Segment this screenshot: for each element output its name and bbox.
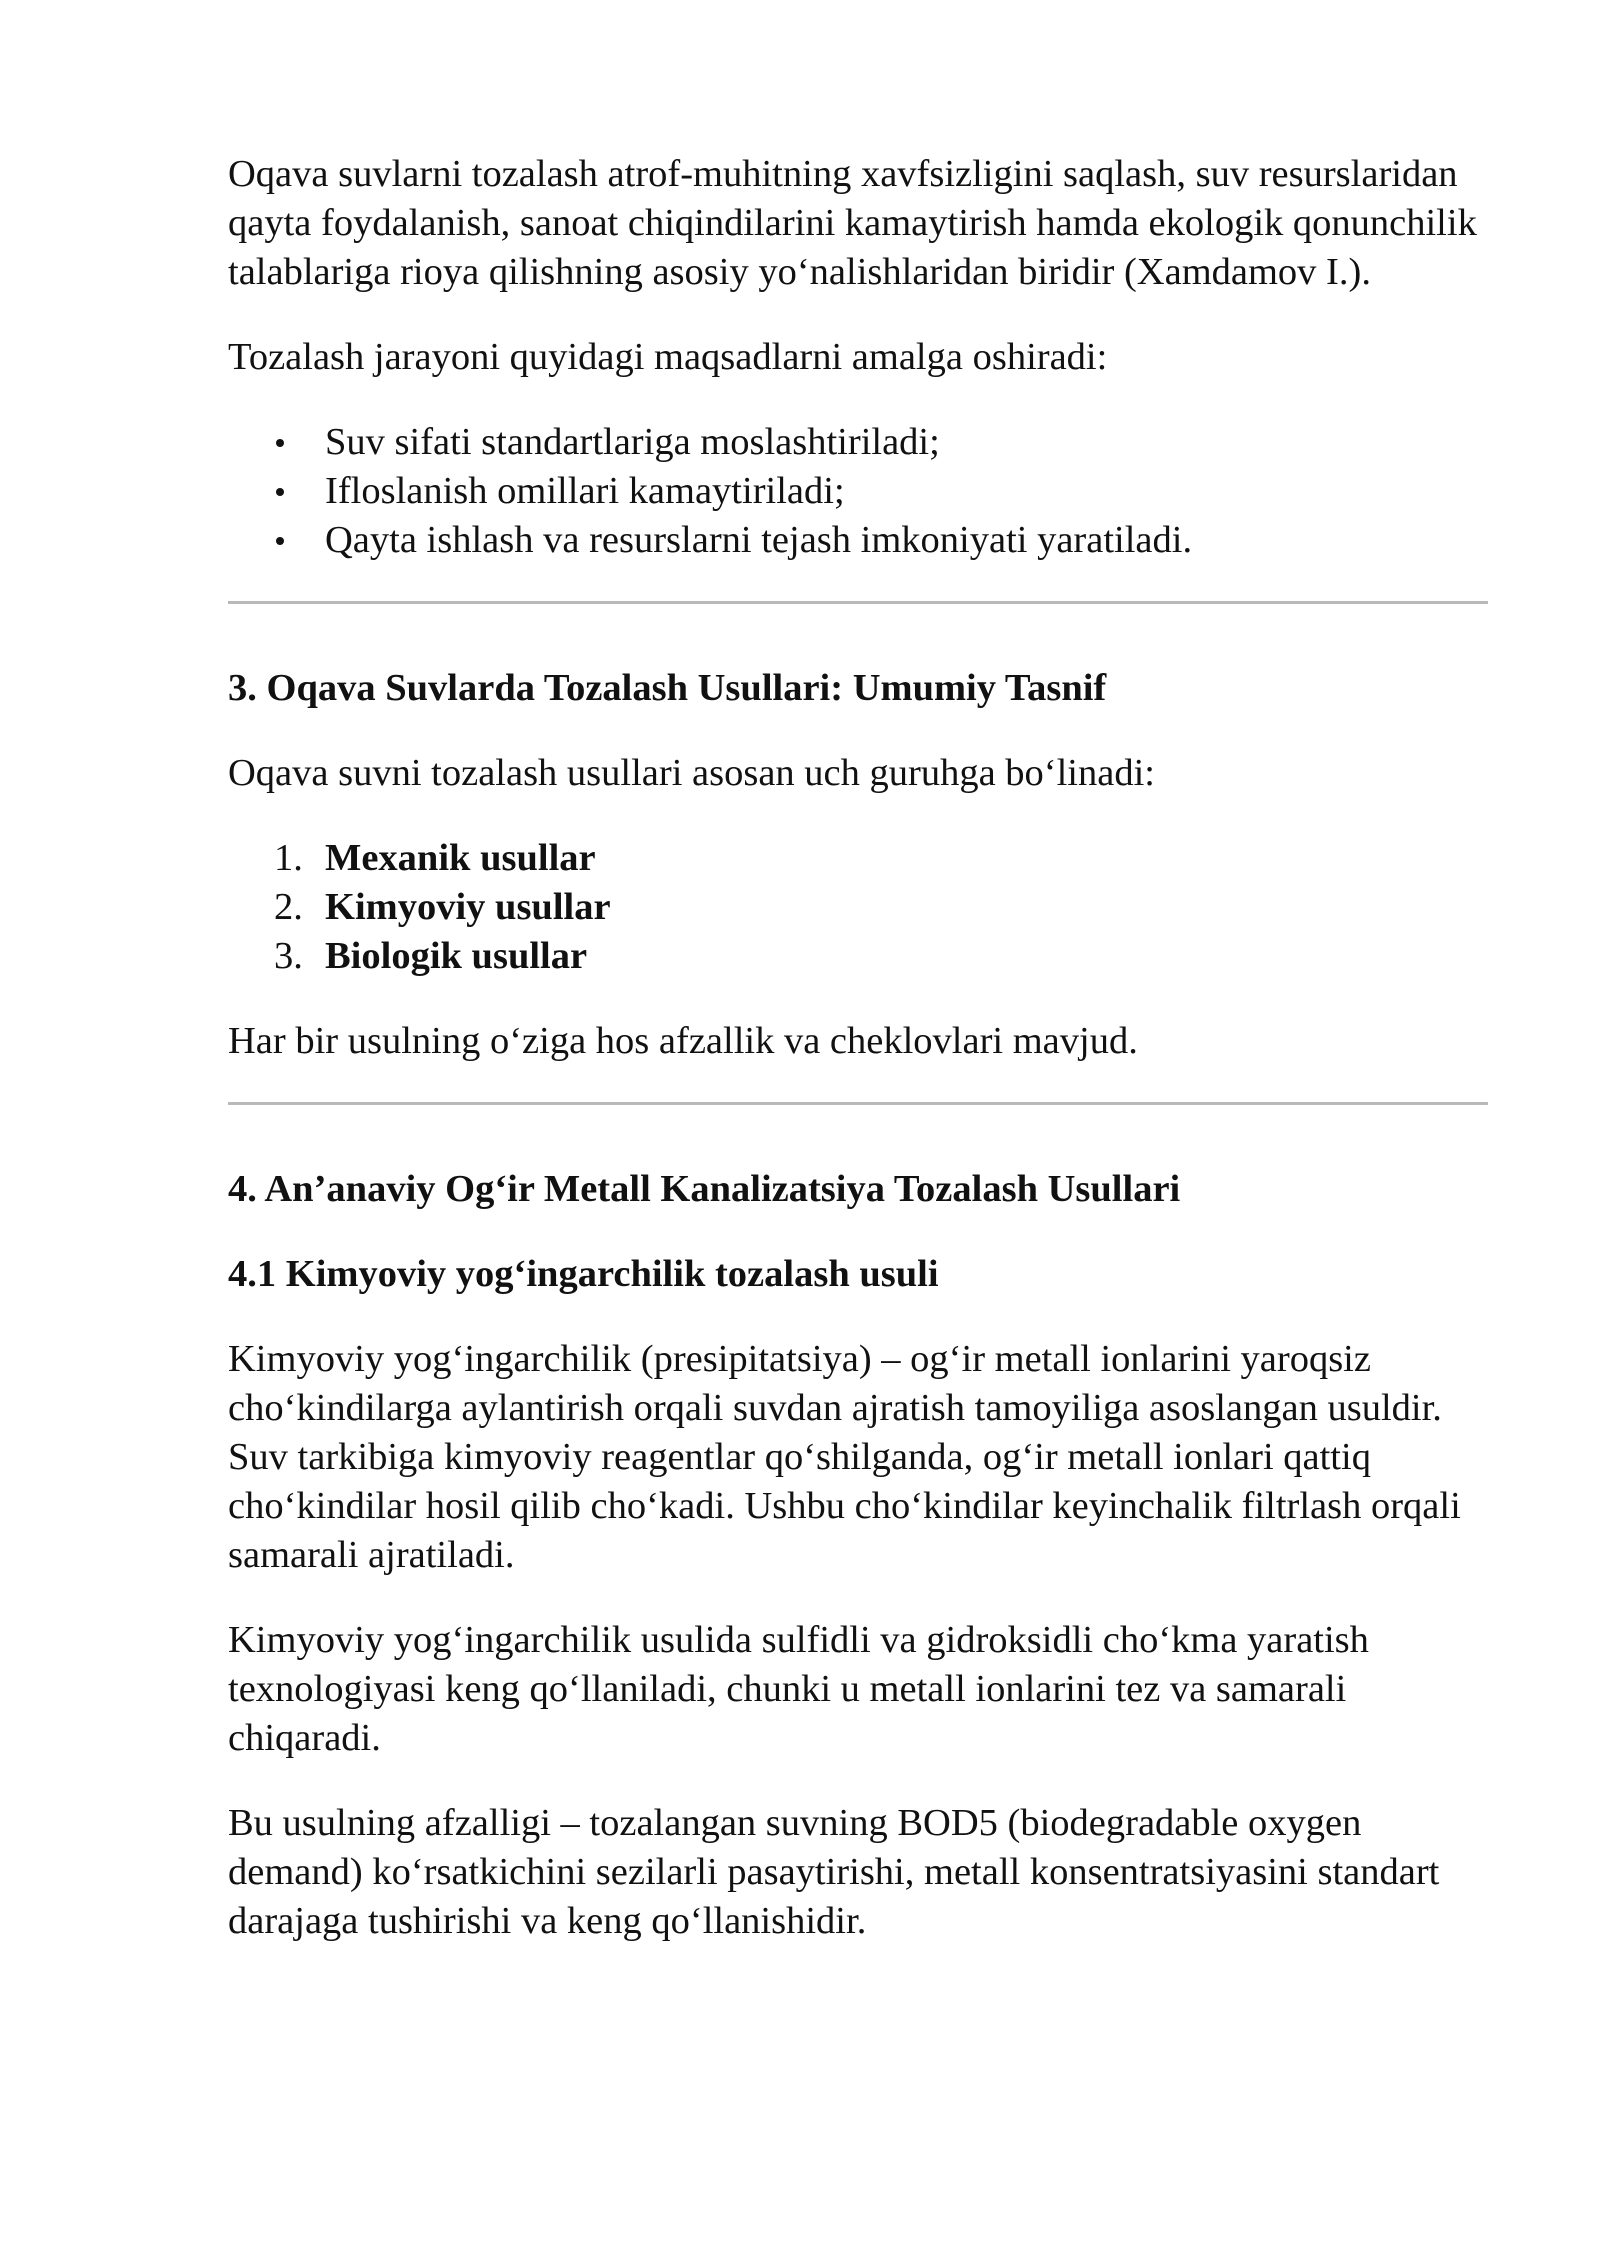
list-item xyxy=(228,418,1488,467)
list-item-number: 2. xyxy=(274,886,303,928)
document-page xyxy=(228,150,1488,1946)
list-item-number: 1. xyxy=(274,837,303,879)
bullet-icon xyxy=(276,439,284,447)
goals-list xyxy=(228,418,1488,565)
section-4-1-heading: 4.1 Kimyoviy yog‘ingarchilik tozalash usuli xyxy=(228,1253,939,1295)
bullet-icon xyxy=(276,488,284,496)
intro-paragraph: Oqava suvlarni tozalash atrof-muhitning xavfsizligini saqlash, suv resurslaridan qayta foydalanish, sanoat chiqindilarini kamaytirish hamda ekologik qonunchilik talablariga rioya qilishning asosiy yo‘nalishlaridan biridir (Xamdamov I.). xyxy=(228,153,1477,293)
section-4-heading: 4. An’anaviy Og‘ir Metall Kanalizatsiya Tozalash Usullari xyxy=(228,1168,1181,1210)
section-3-intro: Oqava suvni tozalash usullari asosan uch guruhga bo‘linadi: xyxy=(228,752,1155,794)
body-paragraph: Kimyoviy yog‘ingarchilik usulida sulfidli va gidroksidli cho‘kma yaratish texnologiyasi keng qo‘llaniladi, chunki u metall ionlarini tez va samarali chiqaradi. xyxy=(228,1619,1369,1759)
body-paragraph: Bu usulning afzalligi – tozalangan suvning BOD5 (biodegradable oxygen demand) ko‘rsatkichini sezilarli pasaytirishi, metall konsentratsiyasini standart darajaga tushirishi va keng qo‘llanishidir. xyxy=(228,1802,1440,1942)
list-item xyxy=(228,516,1488,565)
list-item-text: Biologik usullar xyxy=(325,935,588,977)
list-item xyxy=(228,467,1488,516)
list-item-text: Kimyoviy usullar xyxy=(325,886,611,928)
list-item-text: Suv sifati standartlariga moslashtiriladi; xyxy=(325,421,940,463)
body-paragraph: Kimyoviy yog‘ingarchilik (presipitatsiya) – og‘ir metall ionlarini yaroqsiz cho‘kindilarga aylantirish orqali suvdan ajratish tamoyiliga asoslangan usuldir. Suv tarkibiga kimyoviy reagentlar qo‘shilganda, og‘ir metall ionlari qattiq cho‘kindilar hosil qilib cho‘kadi. Ushbu cho‘kindilar keyinchalik filtrlash orqali samarali ajratiladi. xyxy=(228,1338,1461,1576)
list-item-text: Ifloslanish omillari kamaytiriladi; xyxy=(325,470,845,512)
section-3-closing: Har bir usulning o‘ziga hos afzallik va cheklovlari mavjud. xyxy=(228,1020,1138,1062)
section-3-heading: 3. Oqava Suvlarda Tozalash Usullari: Umumiy Tasnif xyxy=(228,667,1107,709)
list-item-text: Mexanik usullar xyxy=(325,837,596,879)
list-item xyxy=(228,932,1488,981)
list-item-text: Qayta ishlash va resurslarni tejash imkoniyati yaratiladi. xyxy=(325,519,1193,561)
list-item xyxy=(228,883,1488,932)
section-divider xyxy=(228,1102,1488,1105)
list-item xyxy=(228,834,1488,883)
list-item-number: 3. xyxy=(274,935,303,977)
goals-intro: Tozalash jarayoni quyidagi maqsadlarni amalga oshiradi: xyxy=(228,336,1108,378)
section-divider xyxy=(228,601,1488,604)
methods-list xyxy=(228,834,1488,981)
bullet-icon xyxy=(276,537,284,545)
